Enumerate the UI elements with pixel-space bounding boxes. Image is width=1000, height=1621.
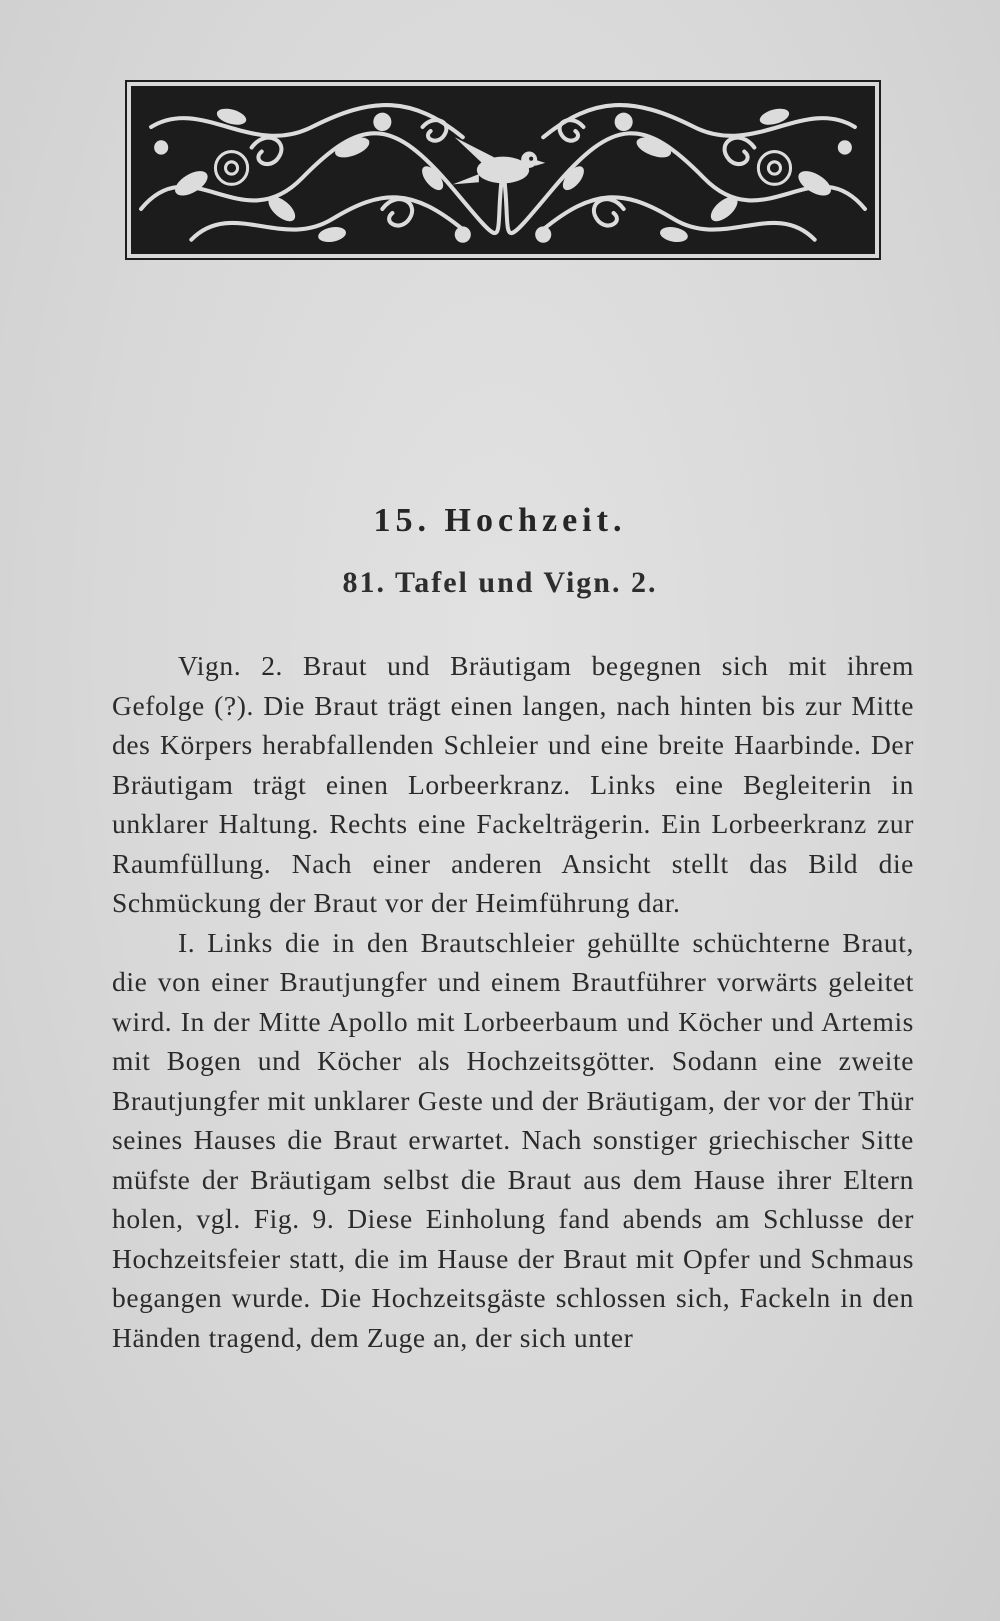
floral-ornament-icon [131, 86, 875, 254]
paragraph-vignette: Vign. 2. Braut und Bräutigam begegnen sich mit ihrem Gefolge (?). Die Braut trägt einen langen, nach hinten bis zur Mitte des Körpers herabfallenden Schleier und eine breite Haarbinde. Der Bräutigam trägt einen Lorbeerkranz. Links eine Begleiterin in unklarer Haltung. Rechts eine Fackelträgerin. Ein Lorbeerkranz zur Raumfüllung. Nach einer anderen Ansicht stellt das Bild die Schmückung der Braut vor der Heimführung dar. [112, 650, 914, 918]
body-text [112, 646, 914, 1357]
header-ornament [125, 80, 881, 260]
chapter-title: 15. Hochzeit. [373, 502, 627, 539]
paragraph-plate-one: I. Links die in den Brautschleier gehüllte schüchterne Braut, die von einer Brautjungfer und einem Brautführer vorwärts geleitet wird. In der Mitte Apollo mit Lorbeerbaum und Köcher und Artemis mit Bogen und Köcher als Hochzeitsgötter. Sodann eine zweite Brautjungfer mit unklarer Geste und der Bräutigam, der vor der Thür seines Hauses die Braut erwartet. Nach sonstiger griechischer Sitte müfste der Bräutigam selbst die Braut aus dem Hause ihrer Eltern holen, vgl. Fig. 9. Diese Einholung fand abends am Schlusse der Hochzeitsfeier statt, die im Hause der Braut mit Opfer und Schmaus begangen wurde. Die Hochzeitsgäste schlossen sich, Fackeln in den Händen tragend, dem Zuge an, der sich unter [112, 926, 914, 1353]
chapter-subtitle: 81. Tafel und Vign. 2. [342, 566, 658, 599]
